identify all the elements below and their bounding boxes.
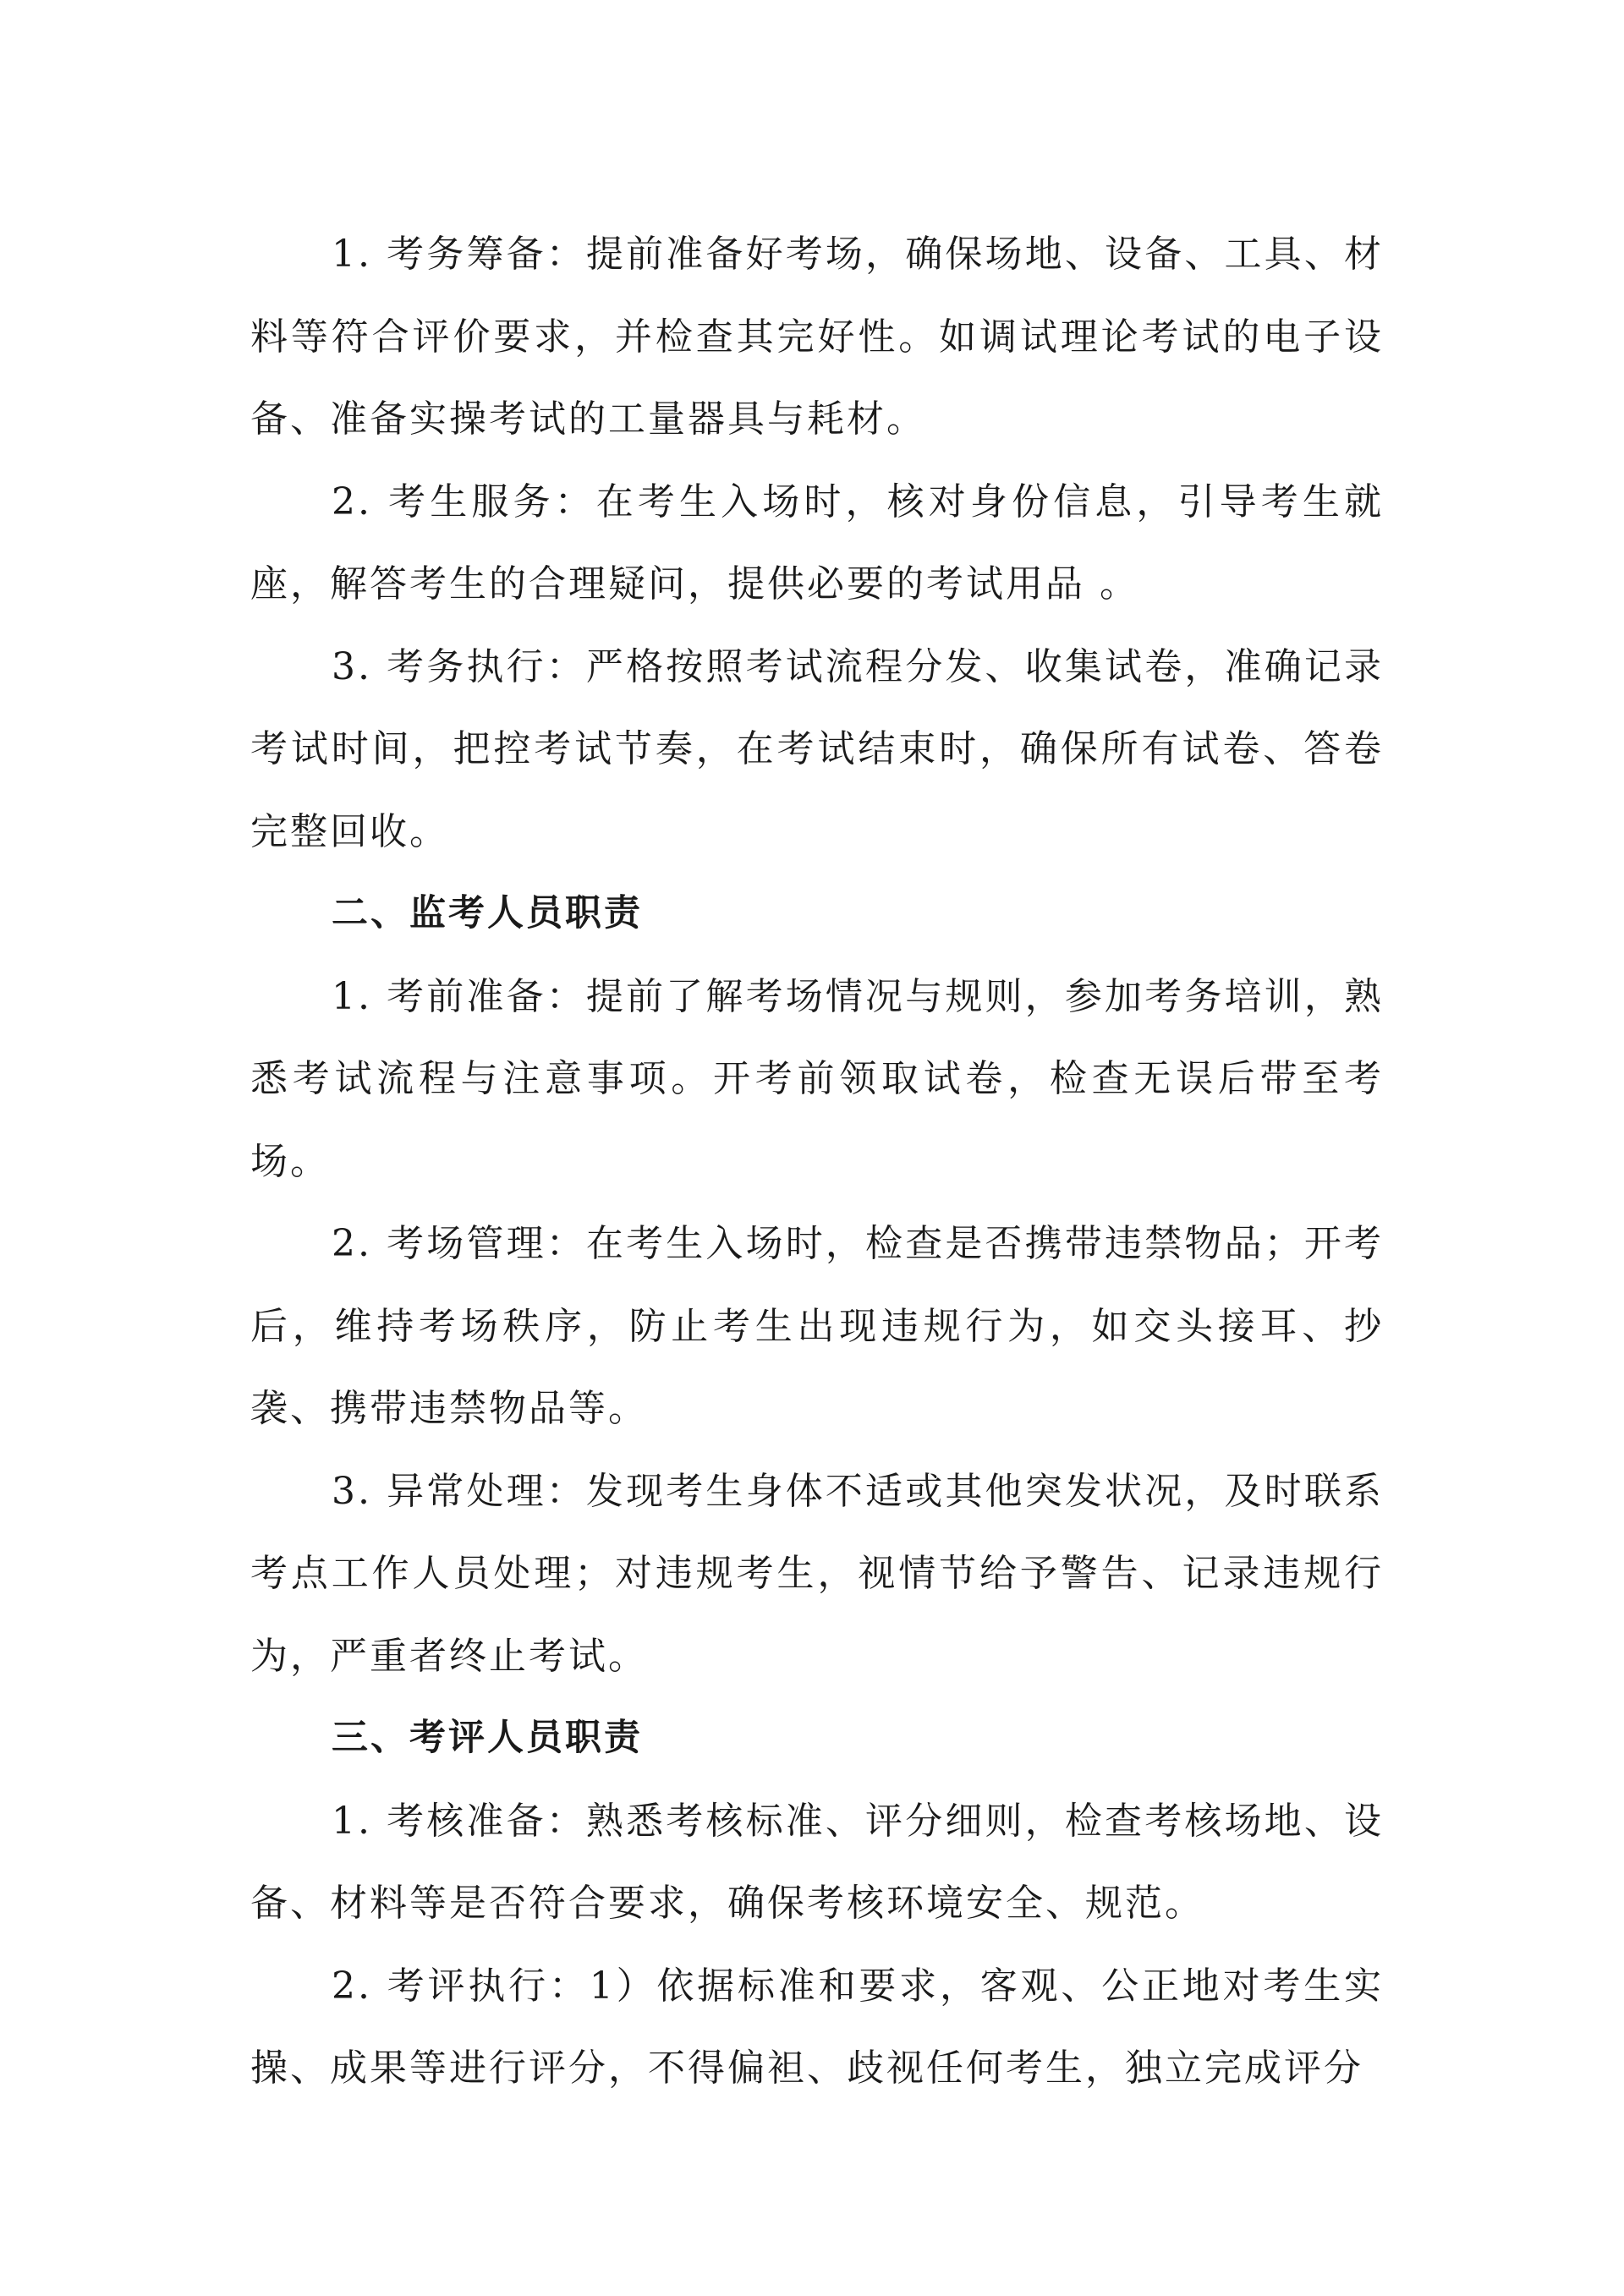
paragraph-pre-exam-preparation: 1. 考前准备：提前了解考场情况与规则，参加考务培训，熟悉考试流程与注意事项。开考前领取试卷，检查无误后带至考场。 [250,974,1384,1183]
paragraph-exception-handling: 3. 异常处理：发现考生身体不适或其他突发状况，及时联系考点工作人员处理；对违规考生，视情节给予警告、记录违规行为，严重者终止考试。 [250,1469,1384,1678]
paragraph-candidate-service: 2. 考生服务：在考生入场时，核对身份信息，引导考生就座，解答考生的合理疑问，提供必要的考试用品 。 [250,479,1384,606]
document-body [250,213,1384,2110]
paragraph-assessment-execution: 2. 考评执行：1）依据标准和要求，客观、公正地对考生实操、成果等进行评分，不得偏袒、歧视任何考生，独立完成评分 [250,1964,1384,2090]
paragraph-exam-preparation: 1. 考务筹备：提前准备好考场，确保场地、设备、工具、材料等符合评价要求，并检查其完好性。如调试理论考试的电子设备、准备实操考试的工量器具与耗材。 [250,233,1384,441]
paragraph-exam-room-management: 2. 考场管理：在考生入场时，检查是否携带违禁物品；开考后，维持考场秩序，防止考生出现违规行为，如交头接耳、抄袭、携带违禁物品等。 [250,1222,1384,1430]
section-heading-assessor-duties: 三、考评人员职责 [332,1717,643,1759]
paragraph-assessment-preparation: 1. 考核准备：熟悉考核标准、评分细则，检查考核场地、设备、材料等是否符合要求，确保考核环境安全、规范。 [250,1799,1384,1925]
paragraph-exam-execution: 3. 考务执行：严格按照考试流程分发、收集试卷，准确记录考试时间，把控考试节奏，在考试结束时，确保所有试卷、答卷完整回收。 [250,644,1384,853]
section-heading-invigilator-duties: 二、监考人员职责 [332,892,643,934]
